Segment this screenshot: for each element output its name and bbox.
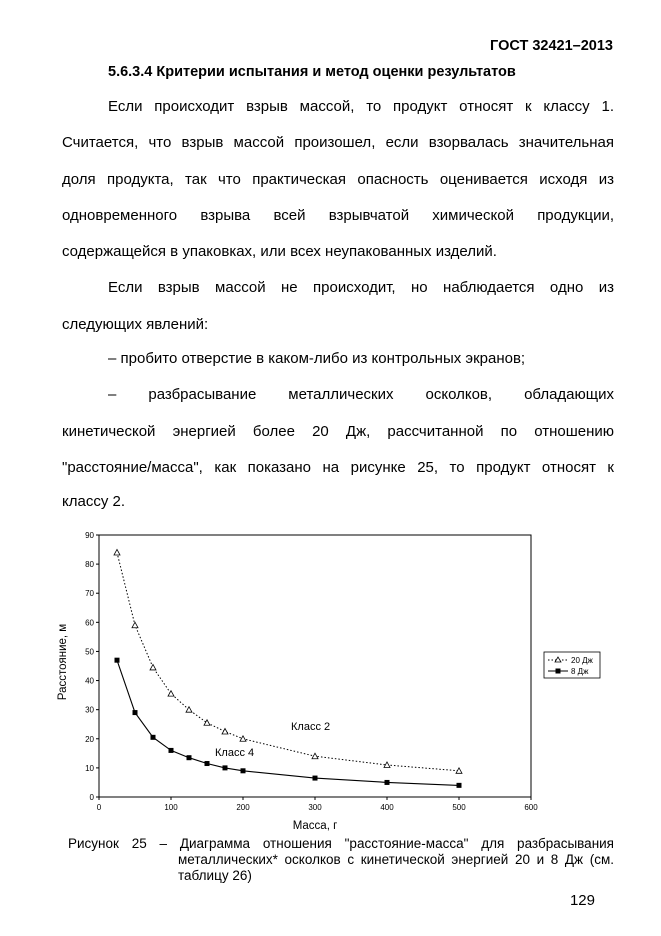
x-tick-label: 0 [96,803,102,812]
data-point [168,691,174,697]
paragraph-line: Если взрыв массой не происходит, но наблюдается одно из [108,279,614,296]
paragraph-line: одновременного взрыва всей взрывчатой химической продукции, [62,207,614,224]
x-tick-label: 200 [236,803,250,812]
paragraph-line: Считается, что взрыв массой произошел, если взорвалась значительная [62,134,614,151]
series-line [117,553,459,771]
y-tick-label: 40 [85,676,94,686]
section-title: 5.6.3.4 Критерии испытания и метод оценки результатов [108,64,516,80]
data-point [313,776,318,781]
page-number: 129 [569,892,595,909]
figure-caption-line: таблицу 26) [178,868,252,883]
x-tick-label: 500 [452,803,466,812]
data-point [169,748,174,753]
data-point [223,765,228,770]
annotation-class-2: Класс 2 [291,721,331,733]
data-point [205,761,210,766]
data-point [312,753,318,759]
y-tick-label: 60 [85,618,94,628]
chart-legend [544,652,600,678]
figure-caption-line: металлических* осколков с кинетической энергией 20 и 8 Дж (см. [178,852,614,867]
annotation-class-4: Класс 4 [215,747,255,759]
y-tick-label: 70 [85,589,94,599]
paragraph-line: содержащейся в упаковках, или всех неупакованных изделий. [62,243,497,260]
data-point [133,710,138,715]
x-tick-label: 100 [164,803,178,812]
data-point [132,622,138,628]
y-tick-label: 30 [85,705,94,715]
y-tick-label: 20 [85,734,94,744]
x-axis-label: Масса, г [292,820,338,832]
paragraph-line: кинетической энергией более 20 Дж, рассчитанной по отношению [62,423,614,440]
paragraph-line: Если происходит взрыв массой, то продукт относят к классу 1. [108,98,614,115]
data-point [115,658,120,663]
data-point [187,755,192,760]
y-tick-label: 10 [85,763,94,773]
legend-label: 20 Дж [571,656,593,665]
paragraph-line: доля продукта, так что практическая опасность оценивается исходя из [62,171,614,188]
y-tick-label: 0 [89,793,94,802]
legend-label: 8 Дж [571,667,589,676]
data-point [222,729,228,735]
bullet-item: – разбрасывание металлических осколков, обладающих [108,386,614,403]
data-point [151,735,156,740]
series-line [117,660,459,785]
data-point [186,707,192,713]
x-tick-label: 300 [308,803,322,812]
data-point [457,783,462,788]
paragraph-line: "расстояние/масса", как показано на рисунке 25, то продукт относят к [62,459,614,476]
data-point [240,736,246,742]
y-tick-label: 50 [85,647,94,657]
y-tick-label: 90 [85,531,94,540]
y-axis-label: Расстояние, м [57,623,69,701]
bullet-item: – пробито отверстие в каком-либо из контрольных экранов; [108,350,526,367]
data-point [385,780,390,785]
figure-caption-line: Рисунок 25 – Диаграмма отношения "расстояние-масса" для разбрасывания [68,836,614,851]
data-point [241,768,246,773]
x-tick-label: 400 [380,803,394,812]
doc-code-header: ГОСТ 32421–2013 [490,38,613,54]
data-point [150,664,156,670]
data-point [204,720,210,726]
legend-marker [556,669,561,674]
paragraph-line: классу 2. [62,493,126,510]
data-point [114,549,120,555]
x-tick-label: 600 [524,803,538,812]
paragraph-line: следующих явлений: [62,316,209,333]
y-tick-label: 80 [85,560,94,570]
